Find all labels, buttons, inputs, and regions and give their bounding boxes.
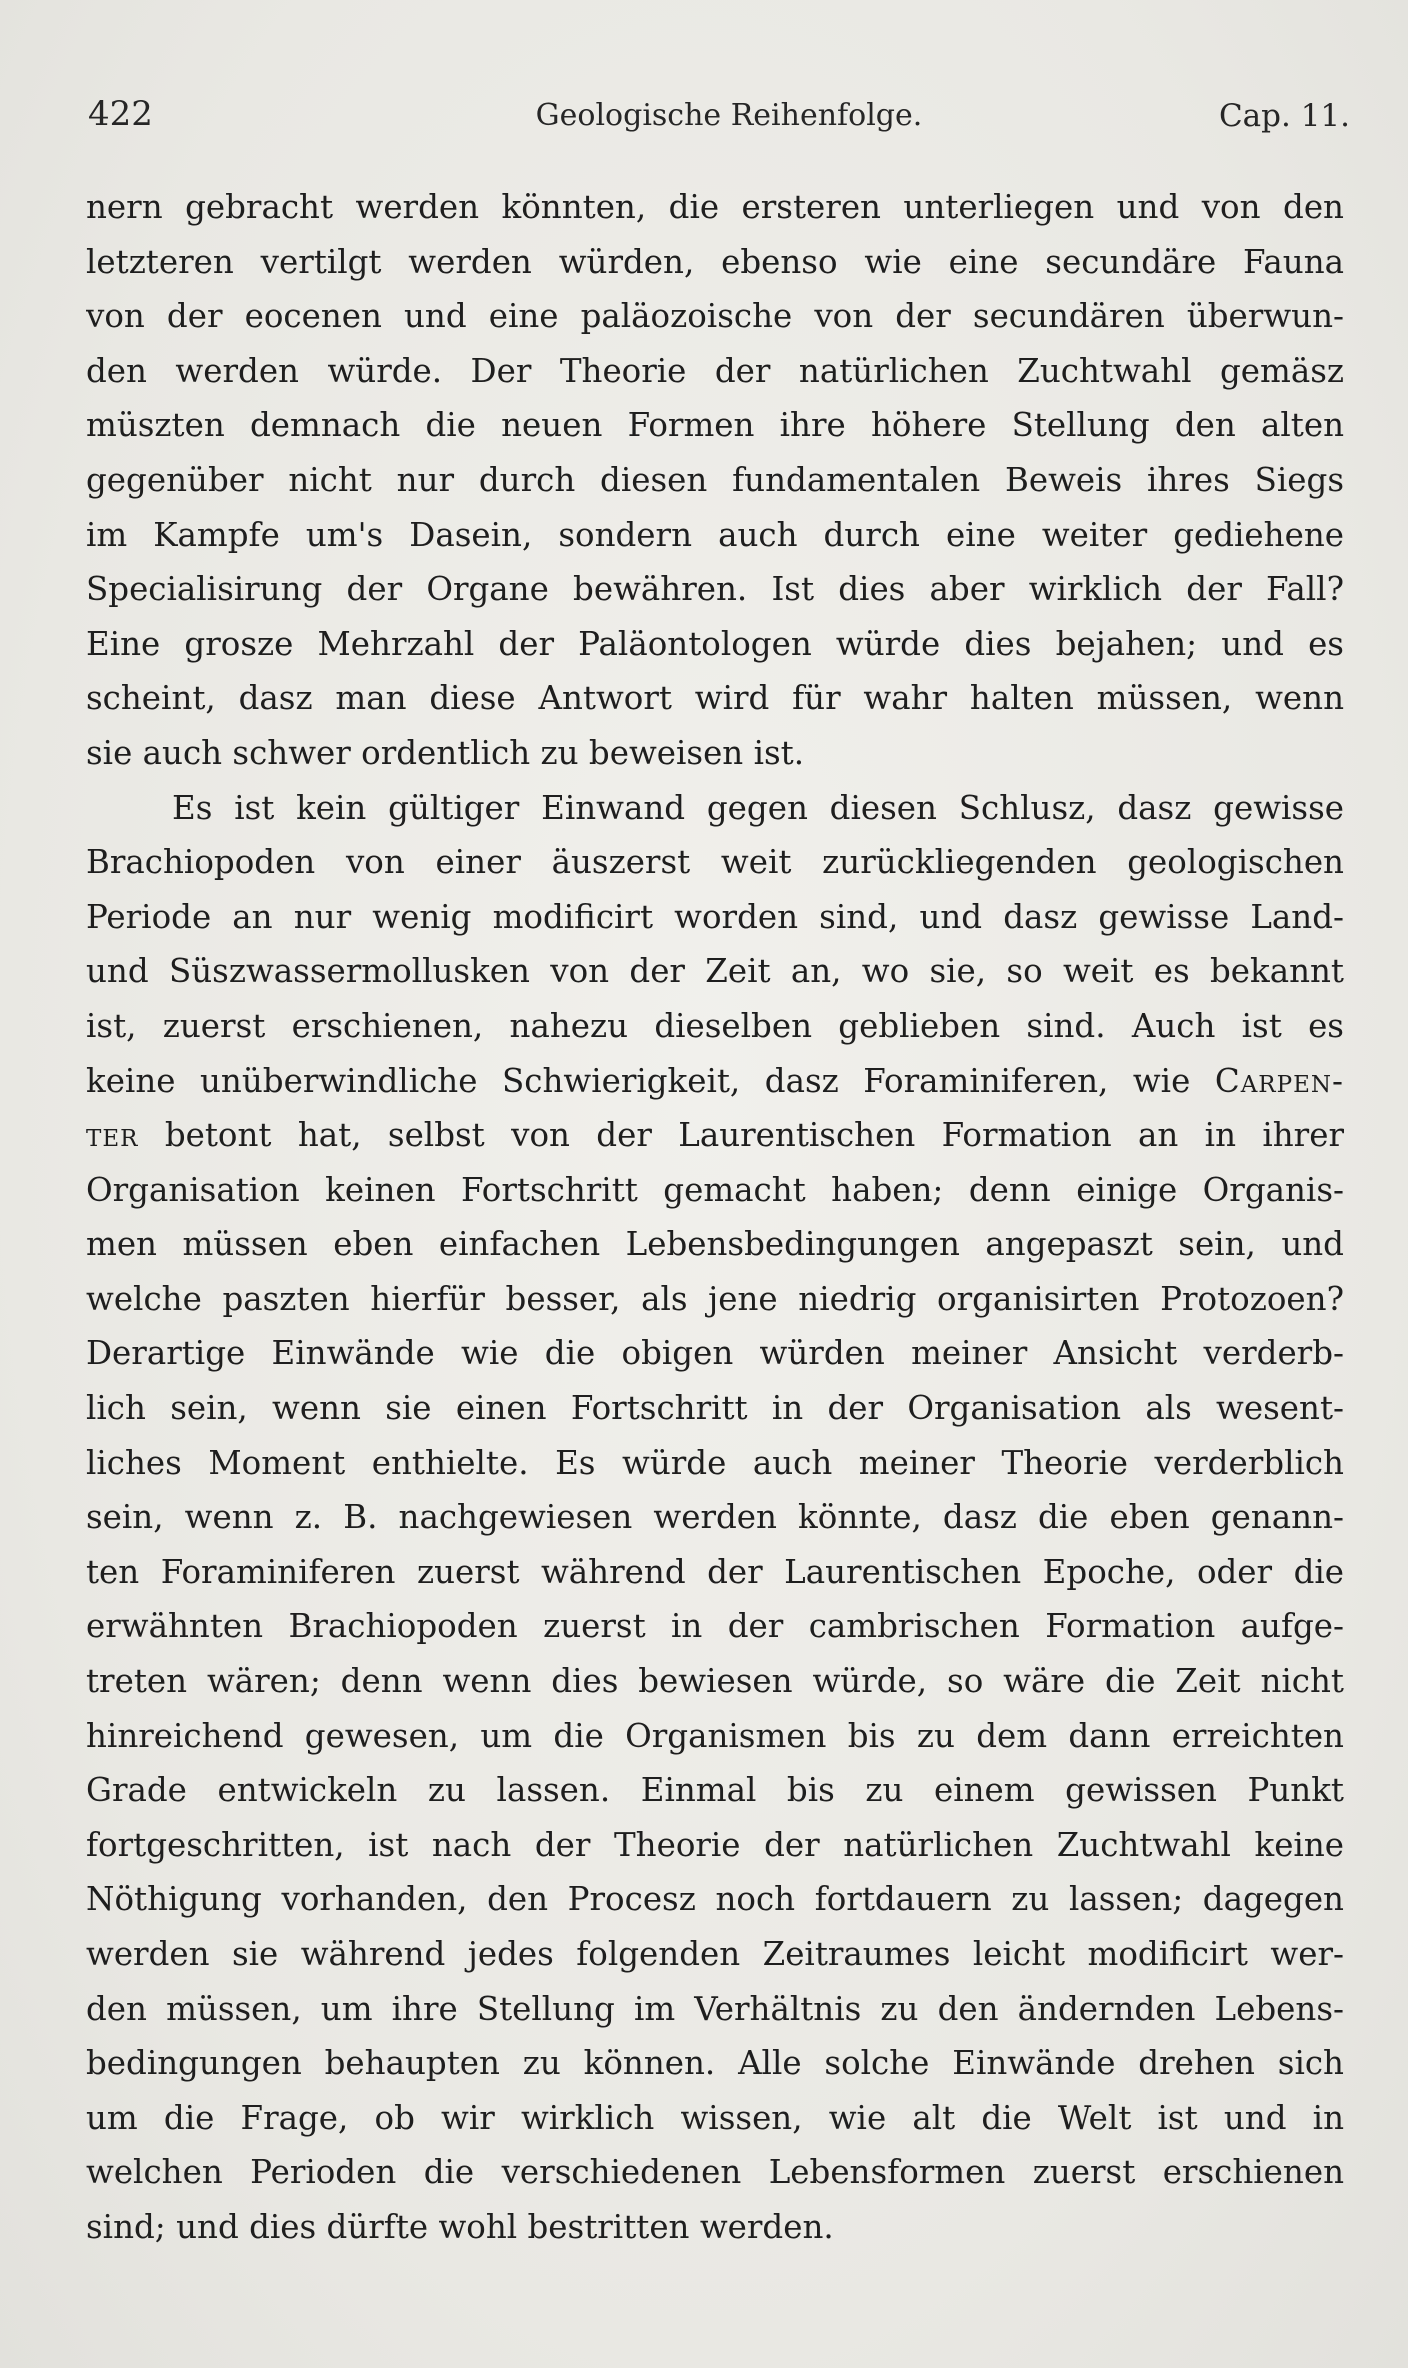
body-text [86,180,1344,2255]
paragraph-1 [86,180,1344,781]
text-line: sie auch schwer ordentlich zu beweisen ist. [86,733,805,772]
text-line [86,1108,1344,1163]
text-line: Grade entwickeln zu lassen. Einmal bis zu einem gewissen Punkt [86,1771,1344,1810]
text-line: nern gebracht werden könnten, die ersteren unterliegen und von den [86,188,1344,226]
text-line: Periode an nur wenig modificirt worden sind, und dasz gewisse Land- [86,897,1344,936]
text-line: sein, wenn z. B. nachgewiesen werden könnte, dasz die eben genann- [86,1498,1344,1537]
text-line: um die Frage, ob wir wirklich wissen, wie alt die Welt ist und in [86,2098,1344,2137]
text-line: erwähnten Brachiopoden zuerst in der cambrischen Formation aufge- [86,1607,1344,1646]
text-line: sind; und dies dürfte wohl bestritten werden. [86,2207,834,2246]
text-line: Organisation keinen Fortschritt gemacht haben; denn einige Organis- [86,1170,1344,1209]
text-line: Specialisirung der Organe bewähren. Ist dies aber wirklich der Fall? [86,570,1344,609]
text-line: welchen Perioden die verschiedenen Lebensformen zuerst erschienen [86,2153,1344,2192]
text-line: ten Foraminiferen zuerst während der Laurentischen Epoche, oder die [86,1552,1344,1591]
text-line: liches Moment enthielte. Es würde auch meiner Theorie verderblich [86,1443,1344,1482]
line-text: betont hat, selbst von der Laurentischen Formation an in ihrer [164,1116,1344,1155]
text-line: men müssen eben einfachen Lebensbedingungen angepaszt sein, und [86,1225,1344,1264]
text-line: im Kampfe um's Dasein, sondern auch durch eine weiter gediehene [86,515,1344,554]
text-line: Derartige Einwände wie die obigen würden meiner Ansicht verderb- [86,1334,1344,1373]
text-line: hinreichend gewesen, um die Organismen bis zu dem dann erreichten [86,1716,1344,1755]
text-line: welche paszten hierfür besser, als jene niedrig organisirten Protozoen? [86,1279,1344,1318]
text-line: den werden würde. Der Theorie der natürlichen Zuchtwahl gemäsz [86,351,1344,390]
text-line: fortgeschritten, ist nach der Theorie der natürlichen Zuchtwahl keine [86,1825,1344,1864]
line-text: keine unüberwindliche Schwierigkeit, dasz Foraminiferen, wie [86,1061,1191,1100]
running-title: Geologische Reihenfolge. [535,98,923,133]
text-line: müszten demnach die neuen Formen ihre höhere Stellung den alten [86,406,1344,445]
text-line [86,1054,1344,1109]
text-line: treten wären; denn wenn dies bewiesen würde, so wäre die Zeit nicht [86,1662,1344,1701]
text-line: scheint, dasz man diese Antwort wird für wahr halten müssen, wenn [86,679,1344,718]
chapter-label: Cap. 11. [1218,98,1350,134]
page-number: 422 [88,94,153,134]
text-line: letzteren vertilgt werden würden, ebenso wie eine secundäre Fauna [86,242,1344,281]
text-line: Brachiopoden von einer äuszerst weit zurückliegenden geologischen [86,843,1344,882]
text-line: von der eocenen und eine paläozoische von der secundären überwun- [86,297,1344,336]
text-line: werden sie während jedes folgenden Zeitraumes leicht modificirt wer- [86,1935,1344,1973]
text-line: Eine grosze Mehrzahl der Paläontologen würde dies bejahen; und es [86,624,1344,663]
text-line: den müssen, um ihre Stellung im Verhältnis zu den ändernden Lebens- [86,1989,1344,2028]
text-line: und Süszwassermollusken von der Zeit an, wo sie, so weit es bekannt [86,952,1344,991]
page-header [88,88,1350,148]
text-line: Nöthigung vorhanden, den Procesz noch fortdauern zu lassen; dagegen [86,1880,1344,1919]
author-name: ter [86,1116,139,1155]
author-name: Carpen- [1214,1061,1344,1100]
text-line: Es ist kein gültiger Einwand gegen diesen Schlusz, dasz gewisse [172,788,1344,827]
text-line: bedingungen behaupten zu können. Alle solche Einwände drehen sich [86,2044,1344,2083]
text-line: ist, zuerst erschienen, nahezu dieselben geblieben sind. Auch ist es [86,1006,1344,1045]
text-line: lich sein, wenn sie einen Fortschritt in der Organisation als wesent- [86,1389,1344,1428]
paragraph-2 [86,781,1344,2255]
text-line: gegenüber nicht nur durch diesen fundamentalen Beweis ihres Siegs [86,460,1344,499]
